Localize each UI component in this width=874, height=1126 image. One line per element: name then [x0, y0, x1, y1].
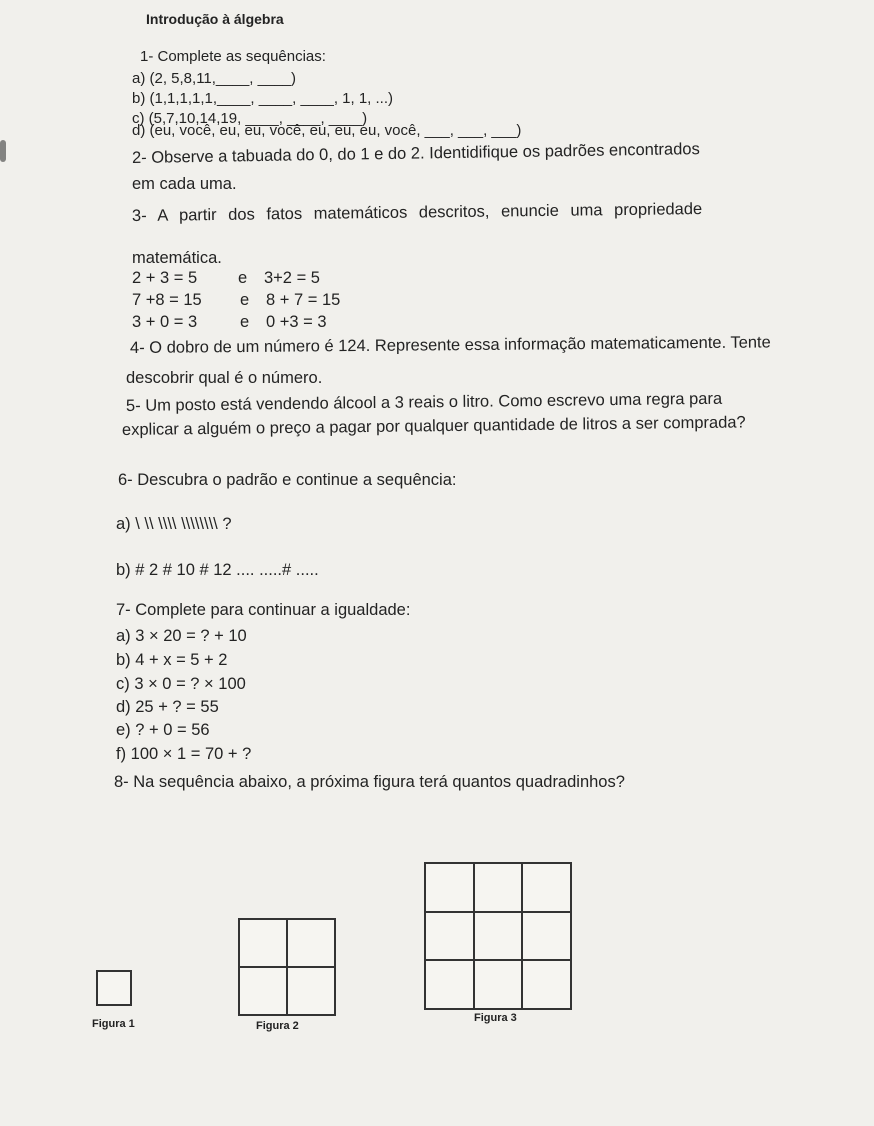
figure-3-grid: [424, 862, 572, 1010]
q3-line-1: 3- A partir dos fatos matemáticos descritos, enuncie uma propriedade: [131, 200, 703, 225]
q5-line-2: explicar a alguém o preço a pagar por qualquer quantidade de litros a ser comprada?: [121, 413, 746, 439]
q1-item-a: a) (2, 5,8,11,____, ____): [132, 70, 297, 87]
q1-item-d: d) (eu, você, eu, eu, você, eu, eu, eu, você, ___, ___, ___): [132, 122, 522, 139]
figure-square: [425, 960, 474, 1009]
q3-fact-1-connector: e: [238, 269, 248, 287]
q4-line-2: descobrir qual é o número.: [126, 369, 323, 387]
q3-fact-3-connector: e: [240, 313, 250, 331]
q3-line-2: matemática.: [132, 249, 222, 267]
figure-1-caption: Figura 1: [92, 1018, 135, 1030]
q7-item-b: b) 4 + x = 5 + 2: [116, 651, 228, 669]
q8-heading: 8- Na sequência abaixo, a próxima figura terá quantos quadradinhos?: [114, 773, 625, 791]
q1-item-c: c) (5,7,10,14,19, ____, ____, ____): [132, 110, 368, 127]
q6-heading: 6- Descubra o padrão e continue a sequência:: [118, 471, 457, 489]
q3-fact-3-right: 0 +3 = 3: [266, 313, 327, 331]
figure-square: [239, 967, 287, 1015]
q7-item-e: e) ? + 0 = 56: [116, 721, 210, 739]
q6-sequence-b: b) # 2 # 10 # 12 .... .....# .....: [116, 561, 319, 579]
figure-square: [425, 863, 474, 912]
q3-fact-2-connector: e: [240, 291, 250, 309]
figure-square: [474, 960, 523, 1009]
figure-2-grid: [238, 918, 336, 1016]
q2-line-2: em cada uma.: [132, 175, 237, 193]
figure-square: [97, 971, 131, 1005]
q7-item-c: c) 3 × 0 = ? × 100: [116, 675, 246, 693]
figure-square: [522, 912, 571, 961]
figure-1-grid: [96, 970, 132, 1006]
q3-fact-2-left: 7 +8 = 15: [132, 291, 202, 309]
q1-item-b: b) (1,1,1,1,1,____, ____, ____, 1, 1, ...): [132, 90, 394, 107]
q3-fact-1-right: 3+2 = 5: [264, 269, 320, 287]
figure-square: [239, 919, 287, 967]
figure-square: [425, 912, 474, 961]
figure-square: [474, 863, 523, 912]
q3-fact-2-right: 8 + 7 = 15: [266, 291, 341, 309]
figure-square: [287, 919, 335, 967]
q7-heading: 7- Complete para continuar a igualdade:: [116, 601, 411, 619]
figure-3-caption: Figura 3: [474, 1012, 517, 1024]
q7-item-a: a) 3 × 20 = ? + 10: [116, 627, 247, 645]
q4-line-1: 4- O dobro de um número é 124. Represente essa informação matematicamente. Tente: [129, 333, 771, 357]
figure-square: [287, 967, 335, 1015]
q3-fact-3-left: 3 + 0 = 3: [132, 313, 198, 331]
figure-square: [522, 960, 571, 1009]
q6-sequence-a: a) \ \\ \\\\ \\\\\\\\ ?: [116, 515, 232, 533]
q5-line-1: 5- Um posto está vendendo álcool a 3 reais o litro. Como escrevo uma regra para: [125, 389, 723, 415]
q7-item-d: d) 25 + ? = 55: [116, 698, 219, 716]
figure-square: [522, 863, 571, 912]
worksheet-title: Introdução à álgebra: [146, 11, 284, 27]
q1-heading: 1- Complete as sequências:: [140, 48, 326, 65]
figure-square: [474, 912, 523, 961]
q2-line-1: 2- Observe a tabuada do 0, do 1 e do 2. Identidifique os padrões encontrados: [131, 140, 700, 167]
scan-mark: [0, 140, 6, 162]
q7-item-f: f) 100 × 1 = 70 + ?: [116, 745, 252, 763]
q3-fact-1-left: 2 + 3 = 5: [132, 269, 198, 287]
figure-2-caption: Figura 2: [256, 1020, 299, 1032]
